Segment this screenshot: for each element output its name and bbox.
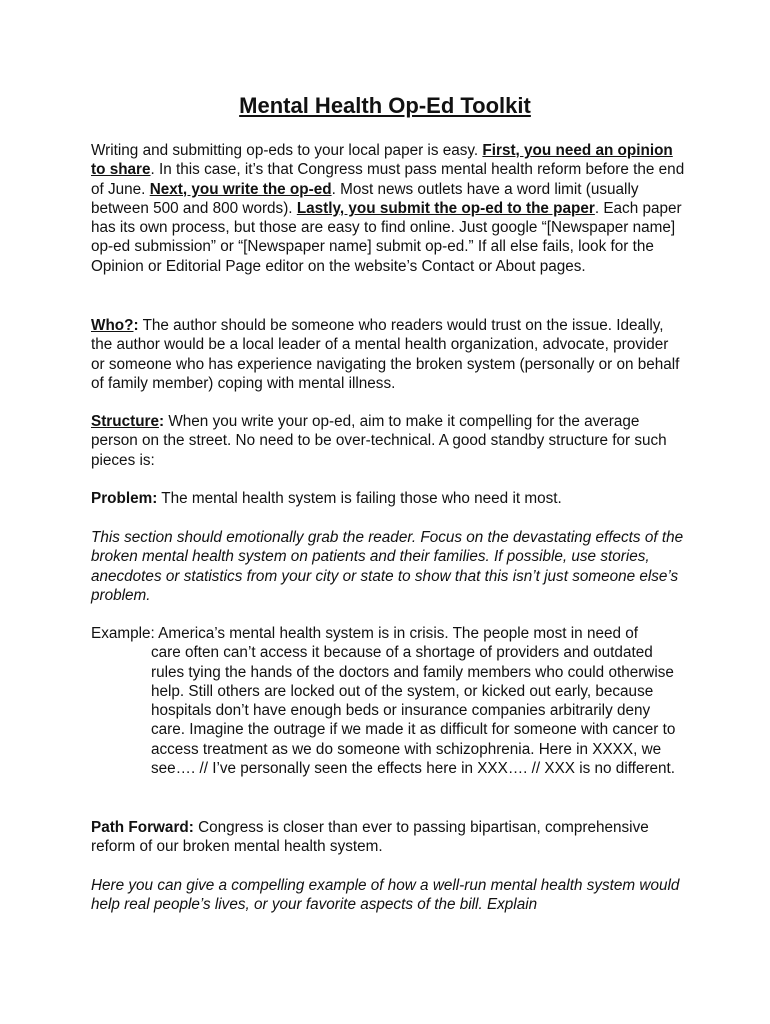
problem-label: Problem: [91, 490, 158, 507]
example-paragraph [91, 624, 686, 778]
problem-paragraph [91, 489, 686, 508]
who-label: Who? [91, 317, 134, 334]
intro-paragraph [91, 141, 686, 276]
who-paragraph [91, 316, 686, 393]
intro-text-4: . Each paper has its own process, but those are easy to find online. Just google “[Newspaper name] op-ed submission” or “[Newspaper name] submit op-ed.” If all else fails, look for the Opinion or Editorial Page editor on the website’s Contact or About pages. [91, 199, 682, 275]
structure-paragraph [91, 412, 686, 470]
intro-text-3: . Most news outlets have a word limit (usually between 500 and 800 words). [91, 180, 639, 217]
page-title: Mental Health Op-Ed Toolkit [239, 93, 531, 118]
structure-colon: : [159, 413, 165, 430]
path-forward-paragraph [91, 818, 686, 857]
example-rest: care often can’t access it because of a shortage of providers and outdated rules tying the hands of the doctors and family members who could otherwise help. Still others are locked out of the system, or kicked out early, because hospitals don’t have enough beds or insurance companies arbitrarily deny care. Imagine the outrage if we made it as difficult for someone with cancer to access treatment as we do someone with schizophrenia. Here in XXXX, we see…. // I’ve personally seen the effects here in XXX…. // XXX is no different. [151, 644, 676, 778]
problem-text: The mental health system is failing those who need it most. [157, 490, 562, 507]
intro-step-1: First, you need an opinion to share [91, 142, 673, 179]
path-forward-label: Path Forward: [91, 819, 194, 836]
intro-step-2: Next, you write the op-ed [149, 180, 332, 198]
intro-step-3: Lastly, you submit the op-ed to the paper [296, 199, 595, 217]
structure-label: Structure [91, 413, 159, 430]
example-first-line: Example: America’s mental health system is in crisis. The people most in need of [91, 625, 638, 642]
problem-note: This section should emotionally grab the reader. Focus on the devastating effects of the broken mental health system on patients and their families. If possible, use stories, anecdotes or statistics from your city or state to show that this isn’t just someone else’s problem. [91, 529, 684, 604]
intro-text-2: . In this case, it’s that Congress must pass mental health reform before the end of June. [91, 161, 685, 198]
who-text: The author should be someone who readers would trust on the issue. Ideally, the author would be a local leader of a mental health organization, advocate, provider or someone who has experience navigating the broken system (personally or on behalf of family member) coping with mental illness. [91, 317, 680, 392]
who-colon: : [133, 317, 139, 334]
intro-text-1: Writing and submitting op-eds to your local paper is easy. [91, 142, 483, 159]
path-forward-note: Here you can give a compelling example of how a well-run mental health system would help real people’s lives, or your favorite aspects of the bill. Explain [91, 877, 680, 914]
structure-text: When you write your op-ed, aim to make it compelling for the average person on the street. No need to be over-technical. A good standby structure for such pieces is: [91, 413, 667, 469]
path-forward-text: Congress is closer than ever to passing bipartisan, comprehensive reform of our broken mental health system. [91, 819, 649, 856]
